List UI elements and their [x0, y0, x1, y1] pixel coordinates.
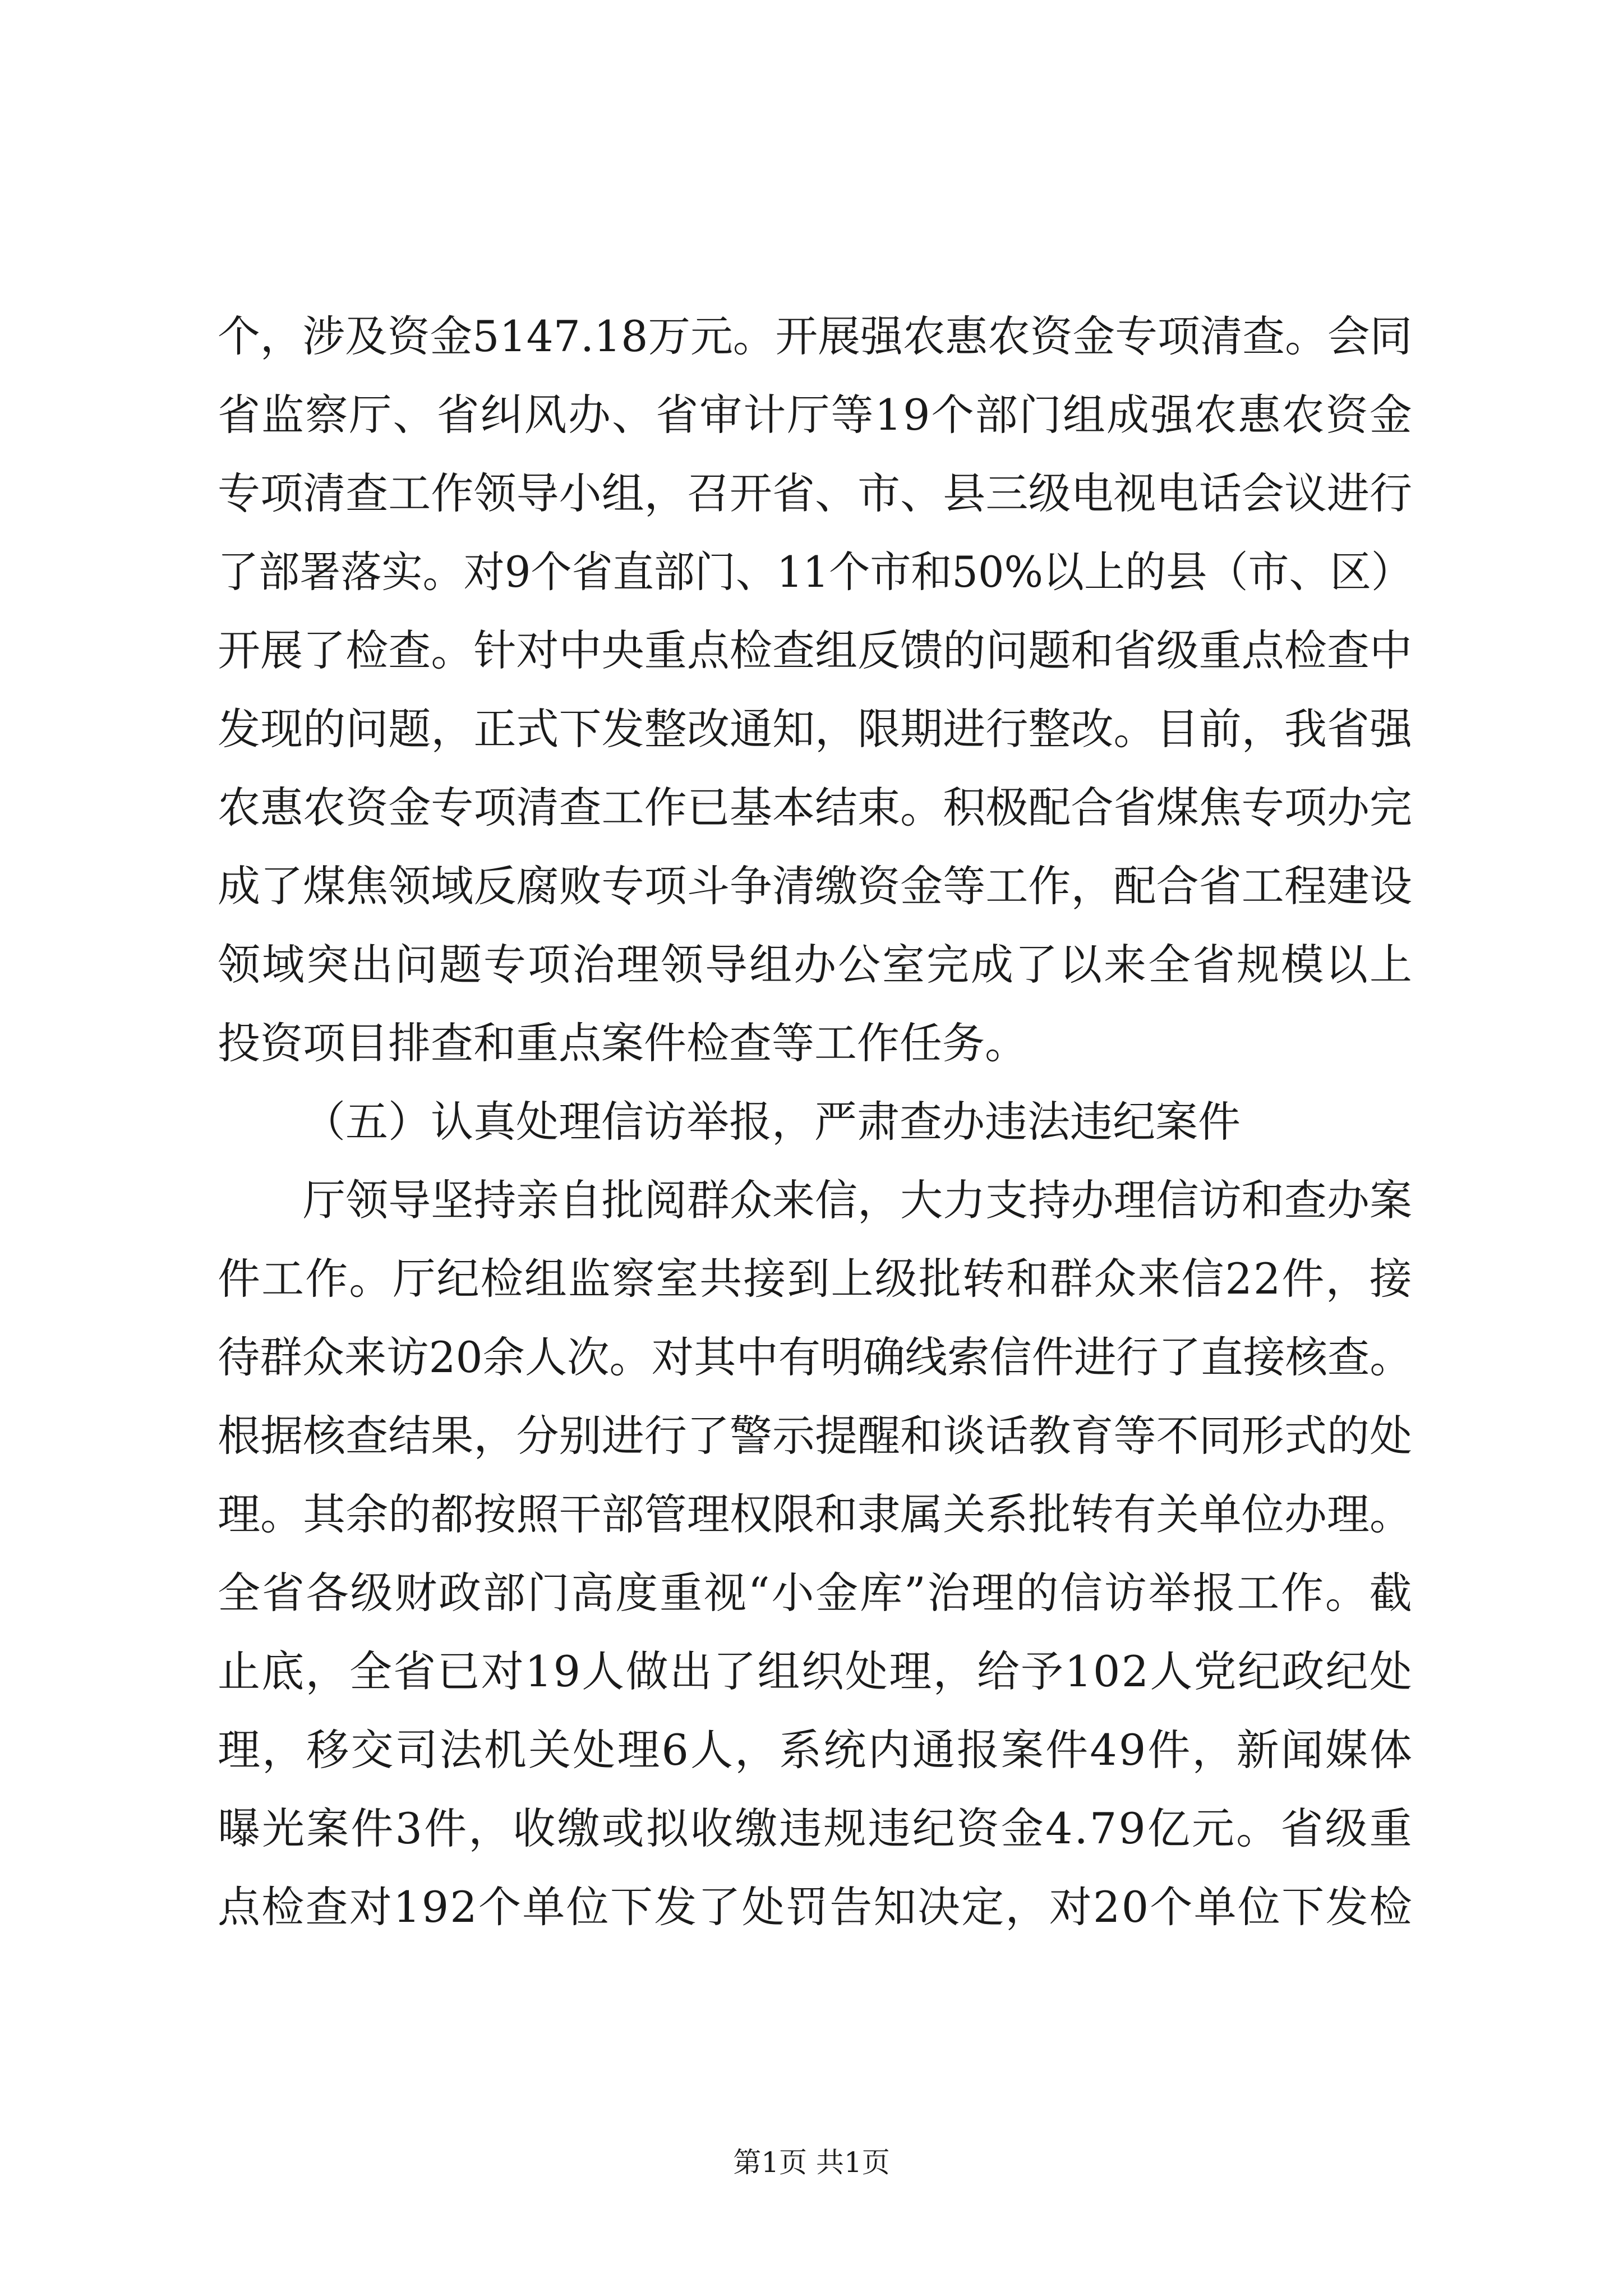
text-line	[0, 1004, 1623, 1083]
text-line-content: 待群众来访20余人次。对其中有明确线索信件进行了直接核查。	[218, 1332, 1412, 1382]
text-line	[0, 1632, 1623, 1711]
text-line-content: 领域突出问题专项治理领导组办公室完成了以来全省规模以上	[218, 940, 1414, 990]
text-line-content: 理。其余的都按照干部管理权限和隶属关系批转有关单位办理。	[218, 1489, 1413, 1539]
text-line	[0, 1397, 1623, 1475]
text-line	[0, 1240, 1623, 1318]
section-heading-text: （五）认真处理信访举报，严肃查办违法违纪案件	[303, 1097, 1241, 1147]
text-line	[0, 1711, 1623, 1789]
text-line-content: 专项清查工作领导小组，召开省、市、县三级电视电话会议进行	[218, 468, 1413, 518]
text-line	[0, 926, 1623, 1004]
text-line-content: 省监察厅、省纠风办、省审计厅等19个部门组成强农惠农资金	[218, 390, 1413, 440]
text-line-content: 开展了检查。针对中央重点检查组反馈的问题和省级重点检查中	[218, 625, 1413, 675]
section-heading	[0, 1083, 1623, 1161]
text-line-content: 件工作。厅纪检组监察室共接到上级批转和群众来信22件，接	[218, 1254, 1413, 1304]
text-line	[0, 1868, 1623, 1947]
text-line	[0, 769, 1623, 847]
text-line-content: 投资项目排查和重点案件检查等工作任务。	[218, 1018, 1027, 1068]
text-line-content: 了部署落实。对9个省直部门、11个市和50%以上的县（市、区）	[218, 547, 1412, 597]
text-line	[0, 1161, 1623, 1240]
text-line-content: 点检查对192个单位下发了处罚告知决定，对20个单位下发检	[218, 1882, 1414, 1932]
text-line-content: 厅领导坚持亲自批阅群众来信，大力支持办理信访和查办案	[303, 1175, 1413, 1225]
text-line	[0, 1554, 1623, 1632]
text-line-content: 止底，全省已对19人做出了组织处理，给予102人党纪政纪处	[218, 1646, 1414, 1696]
text-line-content: 发现的问题，正式下发整改通知，限期进行整改。目前，我省强	[218, 704, 1413, 754]
text-line-content: 个，涉及资金5147.18万元。开展强农惠农资金专项清查。会同	[218, 311, 1413, 361]
text-line-content: 根据核查结果，分别进行了警示提醒和谈话教育等不同形式的处	[218, 1411, 1413, 1461]
text-line	[0, 1789, 1623, 1868]
text-line-content: 全省各级财政部门高度重视“小金库”治理的信访举报工作。截	[218, 1568, 1414, 1618]
text-line	[0, 1318, 1623, 1397]
text-line-content: 农惠农资金专项清查工作已基本结束。积极配合省煤焦专项办完	[218, 783, 1413, 832]
text-line-content: 成了煤焦领域反腐败专项斗争清缴资金等工作，配合省工程建设	[218, 861, 1413, 911]
text-line	[0, 297, 1623, 376]
text-line	[0, 454, 1623, 533]
text-line-content: 曝光案件3件，收缴或拟收缴违规违纪资金4.79亿元。省级重	[218, 1803, 1414, 1853]
text-line-content: 理，移交司法机关处理6人，系统内通报案件49件，新闻媒体	[218, 1725, 1414, 1775]
text-line	[0, 611, 1623, 690]
text-line	[0, 690, 1623, 769]
page-footer: 第1页 共1页	[733, 2146, 890, 2179]
text-line	[0, 376, 1623, 454]
text-line	[0, 1475, 1623, 1554]
text-line	[0, 847, 1623, 926]
text-line	[0, 533, 1623, 611]
